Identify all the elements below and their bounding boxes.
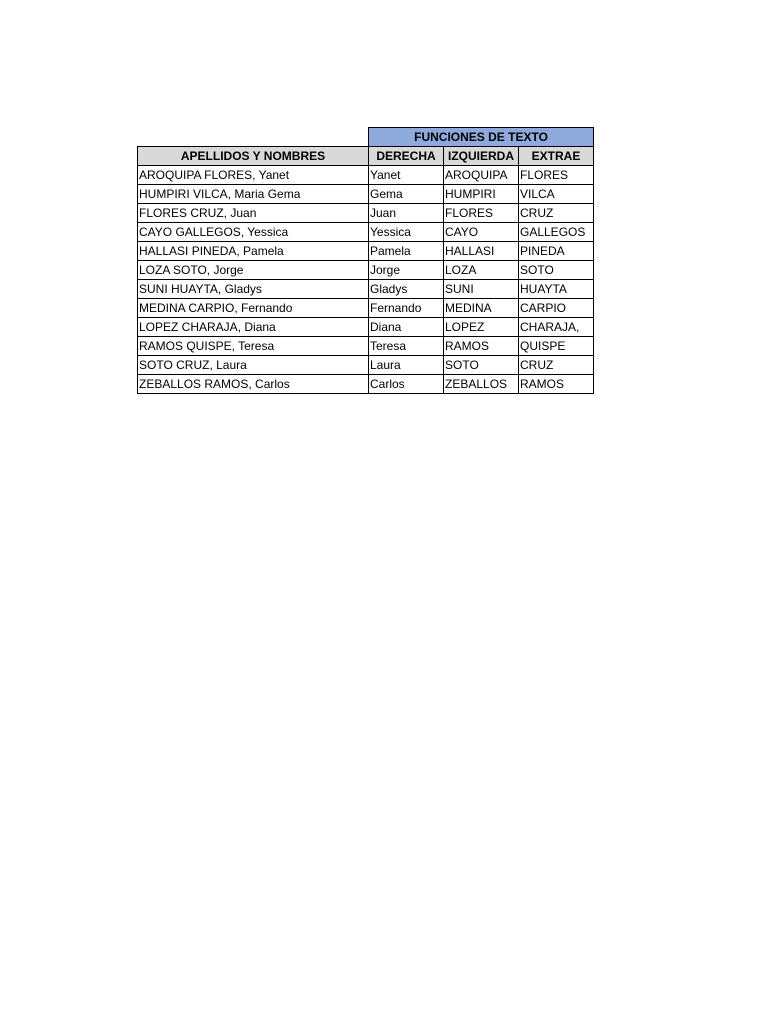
cell-name[interactable]: MEDINA CARPIO, Fernando — [138, 299, 369, 318]
cell-extrae[interactable]: SOTO — [519, 261, 594, 280]
cell-izquierda[interactable]: RAMOS — [444, 337, 519, 356]
group-header-row — [138, 128, 594, 147]
cell-izquierda[interactable]: LOPEZ — [444, 318, 519, 337]
cell-name[interactable]: ZEBALLOS RAMOS, Carlos — [138, 375, 369, 394]
cell-derecha[interactable]: Teresa — [369, 337, 444, 356]
cell-izquierda[interactable]: HUMPIRI — [444, 185, 519, 204]
table-row — [138, 204, 594, 223]
table-row — [138, 261, 594, 280]
cell-extrae[interactable]: PINEDA — [519, 242, 594, 261]
cell-derecha[interactable]: Yessica — [369, 223, 444, 242]
cell-derecha[interactable]: Jorge — [369, 261, 444, 280]
group-header: FUNCIONES DE TEXTO — [369, 128, 594, 147]
table-row — [138, 223, 594, 242]
column-header-extrae: EXTRAE — [519, 147, 594, 166]
column-header-derecha: DERECHA — [369, 147, 444, 166]
cell-izquierda[interactable]: FLORES — [444, 204, 519, 223]
cell-derecha[interactable]: Laura — [369, 356, 444, 375]
cell-extrae[interactable]: CRUZ — [519, 204, 594, 223]
spreadsheet — [137, 127, 593, 394]
cell-extrae[interactable]: GALLEGOS — [519, 223, 594, 242]
cell-extrae[interactable]: CRUZ — [519, 356, 594, 375]
table-row — [138, 280, 594, 299]
cell-derecha[interactable]: Gladys — [369, 280, 444, 299]
cell-name[interactable]: HUMPIRI VILCA, Maria Gema — [138, 185, 369, 204]
cell-izquierda[interactable]: CAYO — [444, 223, 519, 242]
cell-name[interactable]: CAYO GALLEGOS, Yessica — [138, 223, 369, 242]
data-table — [137, 127, 594, 394]
cell-derecha[interactable]: Carlos — [369, 375, 444, 394]
cell-extrae[interactable]: CARPIO — [519, 299, 594, 318]
cell-izquierda[interactable]: HALLASI — [444, 242, 519, 261]
empty-cell — [138, 128, 369, 147]
cell-derecha[interactable]: Gema — [369, 185, 444, 204]
cell-name[interactable]: RAMOS QUISPE, Teresa — [138, 337, 369, 356]
cell-name[interactable]: SUNI HUAYTA, Gladys — [138, 280, 369, 299]
cell-izquierda[interactable]: AROQUIPA — [444, 166, 519, 185]
cell-extrae[interactable]: HUAYTA — [519, 280, 594, 299]
cell-derecha[interactable]: Pamela — [369, 242, 444, 261]
cell-extrae[interactable]: VILCA — [519, 185, 594, 204]
cell-name[interactable]: LOPEZ CHARAJA, Diana — [138, 318, 369, 337]
column-header-izquierda: IZQUIERDA — [444, 147, 519, 166]
cell-extrae[interactable]: FLORES — [519, 166, 594, 185]
cell-izquierda[interactable]: SOTO — [444, 356, 519, 375]
cell-izquierda[interactable]: MEDINA — [444, 299, 519, 318]
cell-extrae[interactable]: RAMOS — [519, 375, 594, 394]
column-header-row — [138, 147, 594, 166]
table-row — [138, 337, 594, 356]
cell-name[interactable]: LOZA SOTO, Jorge — [138, 261, 369, 280]
cell-extrae[interactable]: CHARAJA, — [519, 318, 594, 337]
table-row — [138, 318, 594, 337]
cell-izquierda[interactable]: SUNI — [444, 280, 519, 299]
table-row — [138, 375, 594, 394]
table-row — [138, 166, 594, 185]
cell-name[interactable]: HALLASI PINEDA, Pamela — [138, 242, 369, 261]
cell-name[interactable]: FLORES CRUZ, Juan — [138, 204, 369, 223]
cell-derecha[interactable]: Diana — [369, 318, 444, 337]
table-row — [138, 242, 594, 261]
table-row — [138, 356, 594, 375]
cell-derecha[interactable]: Yanet — [369, 166, 444, 185]
cell-derecha[interactable]: Fernando — [369, 299, 444, 318]
cell-extrae[interactable]: QUISPE — [519, 337, 594, 356]
cell-izquierda[interactable]: ZEBALLOS — [444, 375, 519, 394]
cell-name[interactable]: AROQUIPA FLORES, Yanet — [138, 166, 369, 185]
column-header-name: APELLIDOS Y NOMBRES — [138, 147, 369, 166]
cell-name[interactable]: SOTO CRUZ, Laura — [138, 356, 369, 375]
table-row — [138, 185, 594, 204]
cell-derecha[interactable]: Juan — [369, 204, 444, 223]
cell-izquierda[interactable]: LOZA — [444, 261, 519, 280]
table-row — [138, 299, 594, 318]
